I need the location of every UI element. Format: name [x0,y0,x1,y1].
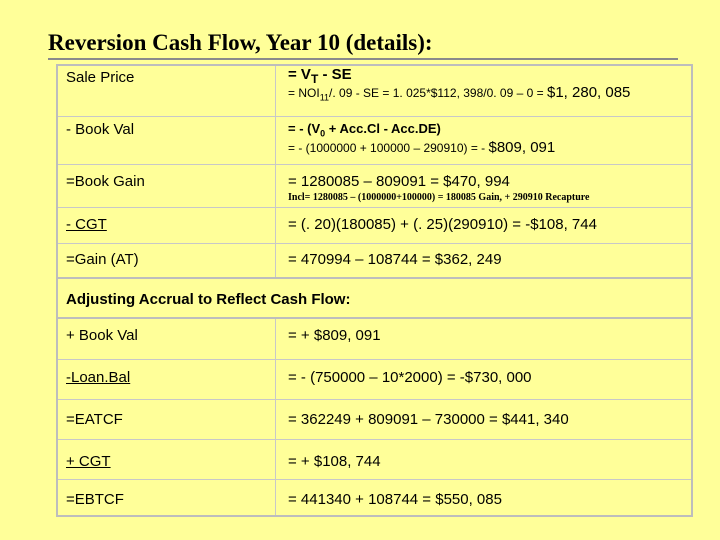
row-cgt-add [58,439,691,480]
row-cgt [58,207,691,244]
row-eatcf [58,399,691,440]
sale-price-label: Sale Price [66,69,135,86]
book-gain-value: = 1280085 – 809091 = $470, 994 [288,173,510,190]
cgt-add-value: = + $108, 744 [288,453,381,470]
row-book-val-add [58,319,691,360]
sale-price-calculation: = $NOI_{11}/$. 09 - SE = 1. 025*$112, 398/0. 09 – 0 = $1, 280, 085 [288,84,631,103]
loan-bal-label: -Loan.Bal [66,369,131,386]
section-heading-bar [56,279,693,317]
book-val-calculation: = - (1000000 + 100000 – 290910) = - $809, 091 [288,139,556,156]
row-ebtcf [58,479,691,515]
sale-price-formula: = $V_T$ - SE [288,66,352,86]
section-heading: Adjusting Accrual to Reflect Cash Flow: [66,291,351,308]
title-underline [48,58,678,60]
cgt-value: = (. 20)(180085) + (. 25)(290910) = -$108, 744 [288,216,597,233]
eatcf-value: = 362249 + 809091 – 730000 = $441, 340 [288,411,569,428]
ebtcf-label: =EBTCF [66,491,124,508]
reversion-details-table [56,64,693,279]
book-gain-note: Incl= 1280085 – (1000000+100000) = 180085 Gain, + 290910 Recapture [288,192,590,203]
accrual-adjustment-table [56,317,693,517]
loan-bal-value: = - (750000 – 10*2000) = -$730, 000 [288,369,532,386]
row-sale-price [58,66,691,117]
row-book-val [58,116,691,165]
row-loan-bal [58,359,691,400]
page-title: Reversion Cash Flow, Year 10 (details): [48,30,433,55]
eatcf-label: =EATCF [66,411,123,428]
book-gain-label: =Book Gain [66,173,145,190]
gain-at-label: =Gain (AT) [66,251,139,268]
cgt-add-label: + CGT [66,453,111,470]
row-gain-at [58,243,691,277]
row-book-gain [58,164,691,208]
book-val-label: - Book Val [66,121,135,138]
book-val-add-label: + Book Val [66,327,138,344]
gain-at-value: = 470994 – 108744 = $362, 249 [288,251,502,268]
cgt-label: - CGT [66,216,107,233]
ebtcf-value: = 441340 + 108744 = $550, 085 [288,491,502,508]
book-val-formula: = - $(V_0 + Acc.Cl - Acc.DE)$ [288,121,441,139]
book-val-add-value: = + $809, 091 [288,327,381,344]
